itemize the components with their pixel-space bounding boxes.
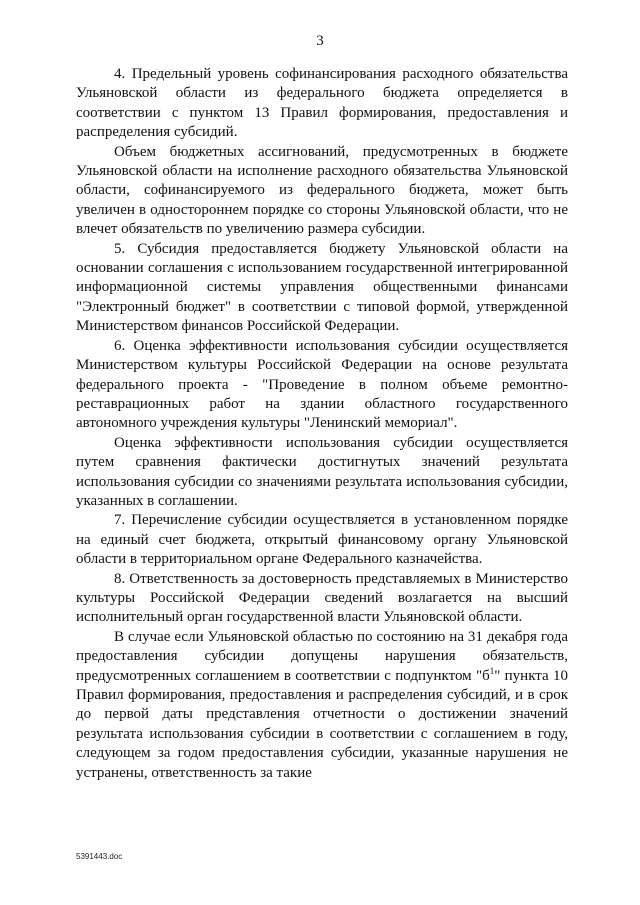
paragraph-7-transfer: 7. Перечисление субсидии осуществляется в установленном порядке на единый счет бюджета, открытый финансовому органу Ульяновской области в территориальном органе Федерального казначейства. [76, 512, 568, 568]
paragraph-4-cofinancing-level: 4. Предельный уровень софинансирования расходного обязательства Ульяновской области из федерального бюджета определяется в соответствии с пунктом 13 Правил формирования, предоставления и распределения субсидий. [76, 66, 568, 141]
violations-text-part2: " пункта 10 Правил формирования, предоставления и распределения субсидий, и в срок до первой даты представления отчетности о достижении значений результата использования субсидии в соответствии с соглашением в году, следующем за годом предоставления субсидии, указанные нарушения не устранены, ответственность за такие [76, 667, 568, 781]
page-number: 3 [316, 33, 324, 49]
document-body [76, 65, 568, 783]
paragraph-6-efficiency-evaluation: 6. Оценка эффективности использования субсидии осуществляется Министерством культуры Российской Федерации на основе результата федерального проекта - "Проведение в полном объеме ремонтно-реставрационных работ на здании областного государственного автономного учреждения культуры "Ленинский мемориал". [76, 337, 568, 432]
violations-text-part1: В случае если Ульяновской областью по состоянию на 31 декабря года предоставления субсидии допущены нарушения обязательств, предусмотренных соглашением в соответствии с подпунктом "б [76, 628, 568, 684]
paragraph-budget-allocations: Объем бюджетных ассигнований, предусмотренных в бюджете Ульяновской области на исполнение расходного обязательства Ульяновской области, софинансируемого из федерального бюджета, может быть увеличен в одностороннем порядке со стороны Ульяновской области, что не влечет обязательств по увеличению размера субсидии. [76, 143, 568, 238]
paragraph-efficiency-comparison: Оценка эффективности использования субсидии осуществляется путем сравнения фактически достигнутых значений результата использования субсидии со значениями результата использования субсидии, указанных в соглашении. [76, 434, 568, 509]
paragraph-5-subsidy-provision: 5. Субсидия предоставляется бюджету Ульяновской области на основании соглашения с использованием государственной интегрированной информационной системы управления общественными финансами "Электронный бюджет" в соответствии с типовой формой, утвержденной Министерством финансов Российской Федерации. [76, 240, 568, 335]
superscript-index: 1 [489, 665, 495, 676]
paragraph-8-responsibility: 8. Ответственность за достоверность представляемых в Министерство культуры Российской Федерации сведений возлагается на высший исполнительный орган государственной власти Ульяновской области. [76, 570, 568, 626]
document-filename: 5391443.doc [76, 852, 123, 861]
paragraph-violations [76, 628, 568, 783]
